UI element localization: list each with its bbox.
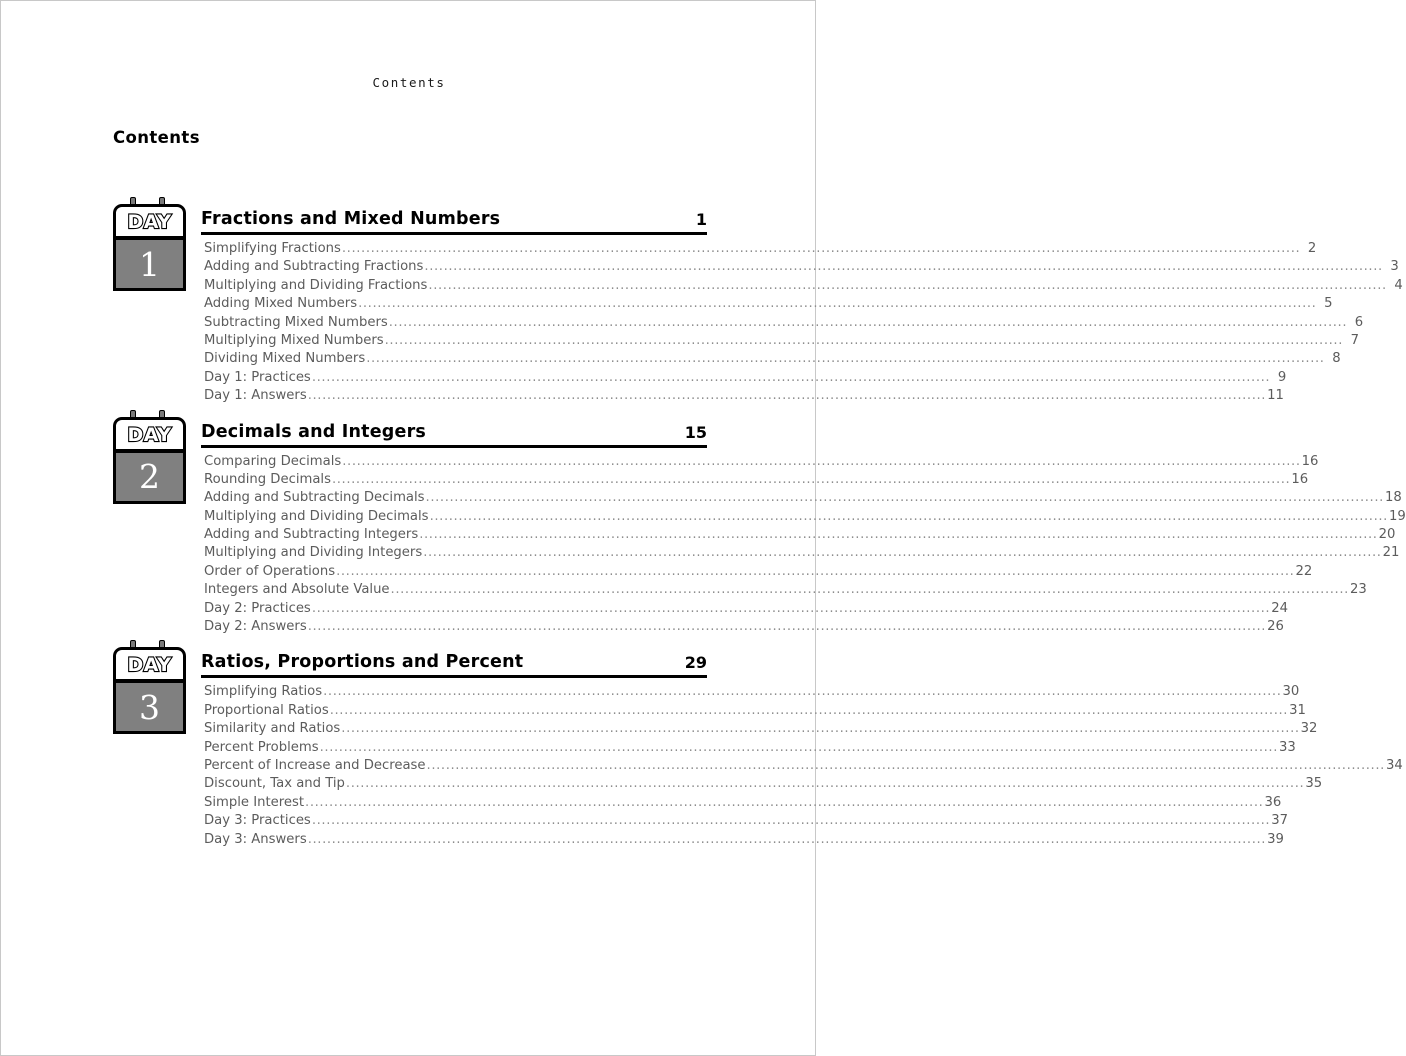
toc-dot-leader: ........................................................................................................................................................................................................ xyxy=(384,332,1344,348)
toc-dot-leader: ........................................................................................................................................................................................................ xyxy=(390,582,1349,598)
toc-entry-page: 26 xyxy=(1267,619,1284,635)
toc-entry-title: Dividing Mixed Numbers xyxy=(204,351,366,367)
page-title: Contents xyxy=(113,128,200,147)
toc-entry-title: Rounding Decimals xyxy=(204,471,331,487)
toc-entry-title: Day 3: Answers xyxy=(204,831,307,847)
toc-entry-page: 7 xyxy=(1350,332,1360,348)
toc-entry-title: Day 1: Answers xyxy=(204,388,307,404)
toc-dot-leader: ........................................................................................................................................................................................................ xyxy=(311,369,1271,385)
toc-entry-title: Percent of Increase and Decrease xyxy=(204,757,426,773)
toc-entry-title: Adding and Subtracting Fractions xyxy=(204,259,424,275)
toc-entry[interactable] xyxy=(204,618,1284,636)
running-header: Contents xyxy=(372,75,446,90)
toc-entry-page: 39 xyxy=(1267,831,1284,847)
toc-dot-leader: ........................................................................................................................................................................................................ xyxy=(388,314,1348,330)
toc-day-block xyxy=(113,197,1403,406)
toc-entry[interactable] xyxy=(204,314,1364,332)
toc-entry-title: Integers and Absolute Value xyxy=(204,582,390,598)
toc-entry[interactable] xyxy=(204,563,1313,581)
toc-entry-page: 23 xyxy=(1349,582,1367,598)
calendar-number-box xyxy=(113,450,186,504)
toc-entry-page: 18 xyxy=(1384,490,1402,506)
toc-entry[interactable] xyxy=(204,683,1300,701)
calendar-day-number: 1 xyxy=(139,244,160,284)
toc-entry-title: Simple Interest xyxy=(204,794,305,810)
toc-entry-title: Similarity and Ratios xyxy=(204,721,341,737)
toc-entry-page: 16 xyxy=(1291,471,1309,487)
toc-entry-page: 36 xyxy=(1264,794,1282,810)
toc-entry-title: Day 3: Practices xyxy=(204,813,311,829)
toc-entry[interactable] xyxy=(204,600,1288,618)
calendar-day-3-icon xyxy=(113,640,186,734)
toc-entry-title: Day 2: Answers xyxy=(204,619,307,635)
toc-entry-title: Comparing Decimals xyxy=(204,453,342,469)
toc-dot-leader: ........................................................................................................................................................................................................ xyxy=(429,508,1388,524)
toc-entry-title: Multiplying Mixed Numbers xyxy=(204,332,384,348)
toc-entry[interactable] xyxy=(204,332,1360,350)
toc-entry[interactable] xyxy=(204,350,1341,368)
toc-entry-page: 8 xyxy=(1332,351,1341,367)
calendar-day-label: DAY xyxy=(127,654,172,677)
toc-dot-leader: ........................................................................................................................................................................................................ xyxy=(329,702,1289,718)
toc-entry-title: Proportional Ratios xyxy=(204,702,329,718)
calendar-header xyxy=(113,204,186,239)
toc-day-block xyxy=(113,640,1403,849)
toc-entry-title: Percent Problems xyxy=(204,739,319,755)
calendar-day-number: 3 xyxy=(139,687,160,727)
toc-entry[interactable] xyxy=(204,277,1403,295)
toc-entry[interactable] xyxy=(204,453,1319,471)
toc-day-heading[interactable] xyxy=(201,410,707,448)
toc-day-heading-page: 15 xyxy=(684,422,707,442)
toc-entry-title: Discount, Tax and Tip xyxy=(204,776,345,792)
toc-dot-leader: ........................................................................................................................................................................................................ xyxy=(307,831,1267,847)
calendar-number-box xyxy=(113,680,186,734)
toc-entry[interactable] xyxy=(204,831,1284,849)
toc-entry-page: 19 xyxy=(1388,508,1406,524)
toc-entry[interactable] xyxy=(204,581,1367,599)
calendar-header xyxy=(113,417,186,452)
toc-entry-page: 16 xyxy=(1301,453,1319,469)
toc-dot-leader: ........................................................................................................................................................................................................ xyxy=(311,813,1271,829)
toc-day-heading-title: Decimals and Integers xyxy=(201,421,427,442)
toc-entry-title: Adding Mixed Numbers xyxy=(204,296,358,312)
toc-entry[interactable] xyxy=(204,757,1403,775)
toc-entry-page: 32 xyxy=(1300,721,1318,737)
calendar-header xyxy=(113,647,186,682)
toc-dot-leader: ........................................................................................................................................................................................................ xyxy=(307,388,1267,404)
toc-entry[interactable] xyxy=(204,508,1406,526)
toc-day-heading-page: 29 xyxy=(684,653,707,673)
toc-entry[interactable] xyxy=(204,794,1282,812)
toc-dot-leader: ........................................................................................................................................................................................................ xyxy=(358,296,1317,312)
toc-entry[interactable] xyxy=(204,471,1309,489)
toc-entry-page: 11 xyxy=(1267,388,1284,404)
calendar-day-1-icon xyxy=(113,197,186,291)
toc-day-heading-title: Fractions and Mixed Numbers xyxy=(201,209,501,229)
toc-dot-leader: ........................................................................................................................................................................................................ xyxy=(319,739,1278,755)
toc-entry-page: 30 xyxy=(1282,684,1300,700)
calendar-day-label: DAY xyxy=(127,423,172,446)
toc-entry-title: Multiplying and Dividing Integers xyxy=(204,545,423,561)
toc-entry-title: Multiplying and Dividing Fractions xyxy=(204,277,428,293)
toc-entry-title: Order of Operations xyxy=(204,563,336,579)
toc-entry[interactable] xyxy=(204,295,1333,313)
calendar-day-label: DAY xyxy=(127,211,172,233)
calendar-day-number: 2 xyxy=(139,457,160,497)
toc-entry[interactable] xyxy=(204,369,1287,387)
toc-entry-page: 31 xyxy=(1289,702,1306,718)
toc-dot-leader: ........................................................................................................................................................................................................ xyxy=(305,794,1264,810)
toc-entry-title: Subtracting Mixed Numbers xyxy=(204,314,388,330)
toc-entry[interactable] xyxy=(204,775,1323,793)
toc-entry-page: 4 xyxy=(1394,277,1403,293)
toc-dot-leader: ........................................................................................................................................................................................................ xyxy=(336,563,1295,579)
toc-day-heading[interactable] xyxy=(201,640,707,678)
toc-dot-leader: ........................................................................................................................................................................................................ xyxy=(425,490,1384,506)
toc-entry-page: 3 xyxy=(1390,259,1399,275)
toc-entry-title: Simplifying Fractions xyxy=(204,241,341,256)
toc-entry-page: 33 xyxy=(1279,739,1296,755)
toc-entry[interactable] xyxy=(204,739,1296,757)
toc-day-block xyxy=(113,410,1406,637)
toc-entry-title: Multiplying and Dividing Decimals xyxy=(204,508,429,524)
toc-entry[interactable] xyxy=(204,240,1317,258)
toc-dot-leader: ........................................................................................................................................................................................................ xyxy=(323,684,1282,700)
toc-day-heading[interactable] xyxy=(201,197,707,235)
toc-entry-page: 21 xyxy=(1382,545,1400,561)
toc-entry[interactable] xyxy=(204,720,1318,738)
toc-entry-title: Day 1: Practices xyxy=(204,369,311,385)
toc-dot-leader: ........................................................................................................................................................................................................ xyxy=(426,757,1385,773)
table-of-contents xyxy=(113,197,1406,849)
toc-dot-leader: ........................................................................................................................................................................................................ xyxy=(341,241,1301,256)
toc-entry-page: 5 xyxy=(1324,296,1333,312)
toc-entry-page: 2 xyxy=(1307,241,1317,256)
toc-entry-page: 9 xyxy=(1277,369,1287,385)
toc-day-heading-page: 1 xyxy=(695,210,707,229)
toc-entry[interactable] xyxy=(204,387,1284,405)
toc-entry[interactable] xyxy=(204,544,1400,562)
toc-entry[interactable] xyxy=(204,526,1396,544)
toc-entry-page: 22 xyxy=(1295,563,1313,579)
toc-dot-leader: ........................................................................................................................................................................................................ xyxy=(341,721,1300,737)
toc-entry-page: 24 xyxy=(1271,600,1288,616)
toc-entry-list xyxy=(204,448,1406,637)
toc-entry-list xyxy=(204,235,1403,406)
toc-dot-leader: ........................................................................................................................................................................................................ xyxy=(366,351,1325,367)
toc-dot-leader: ........................................................................................................................................................................................................ xyxy=(345,776,1305,792)
calendar-day-2-icon xyxy=(113,410,186,504)
toc-dot-leader: ........................................................................................................................................................................................................ xyxy=(307,619,1267,635)
toc-entry-page: 6 xyxy=(1354,314,1364,330)
toc-entry-page: 35 xyxy=(1305,776,1323,792)
toc-entry-page: 37 xyxy=(1271,813,1288,829)
toc-entry-title: Simplifying Ratios xyxy=(204,684,323,700)
toc-entry-page: 34 xyxy=(1385,757,1403,773)
toc-dot-leader: ........................................................................................................................................................................................................ xyxy=(428,277,1387,293)
toc-entry[interactable] xyxy=(204,489,1402,507)
toc-entry[interactable] xyxy=(204,258,1399,276)
toc-dot-leader: ........................................................................................................................................................................................................ xyxy=(342,453,1301,469)
calendar-number-box xyxy=(113,237,186,291)
toc-entry-title: Adding and Subtracting Decimals xyxy=(204,490,425,506)
toc-entry-list xyxy=(204,678,1403,849)
toc-dot-leader: ........................................................................................................................................................................................................ xyxy=(423,545,1382,561)
toc-dot-leader: ........................................................................................................................................................................................................ xyxy=(424,259,1383,275)
toc-dot-leader: ........................................................................................................................................................................................................ xyxy=(331,471,1291,487)
toc-dot-leader: ........................................................................................................................................................................................................ xyxy=(311,600,1271,616)
toc-dot-leader: ........................................................................................................................................................................................................ xyxy=(419,527,1378,543)
toc-entry-title: Day 2: Practices xyxy=(204,600,311,616)
toc-day-heading-title: Ratios, Proportions and Percent xyxy=(201,652,524,673)
toc-entry[interactable] xyxy=(204,702,1306,720)
toc-entry-title: Adding and Subtracting Integers xyxy=(204,527,419,543)
toc-entry[interactable] xyxy=(204,812,1288,830)
toc-entry-page: 20 xyxy=(1378,527,1396,543)
